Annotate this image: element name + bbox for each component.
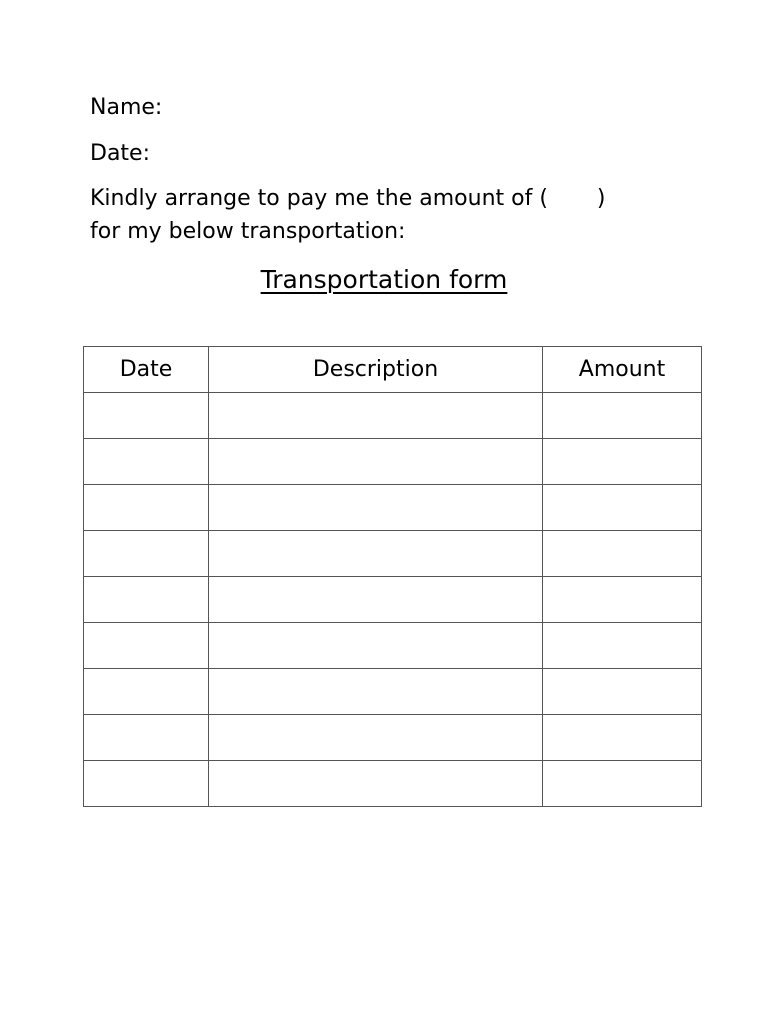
transportation-table xyxy=(83,346,702,807)
description-cell[interactable] xyxy=(209,669,543,715)
table-row xyxy=(84,485,702,531)
amount-cell[interactable] xyxy=(543,531,702,577)
amount-cell[interactable] xyxy=(543,715,702,761)
payment-request-text-continued: for my below transportation: xyxy=(90,219,406,244)
column-header-description: Description xyxy=(209,347,543,393)
description-cell[interactable] xyxy=(209,393,543,439)
form-title: Transportation form xyxy=(260,265,508,294)
description-cell[interactable] xyxy=(209,623,543,669)
column-header-date: Date xyxy=(84,347,209,393)
amount-cell[interactable] xyxy=(543,485,702,531)
table-header-row xyxy=(84,347,702,393)
table-row xyxy=(84,715,702,761)
date-cell[interactable] xyxy=(84,439,209,485)
name-label: Name: xyxy=(90,95,163,120)
description-cell[interactable] xyxy=(209,577,543,623)
description-cell[interactable] xyxy=(209,485,543,531)
date-cell[interactable] xyxy=(84,531,209,577)
description-cell[interactable] xyxy=(209,761,543,807)
amount-cell[interactable] xyxy=(543,439,702,485)
date-cell[interactable] xyxy=(84,715,209,761)
date-cell[interactable] xyxy=(84,761,209,807)
table-body xyxy=(84,393,702,807)
amount-cell[interactable] xyxy=(543,669,702,715)
table-row xyxy=(84,577,702,623)
table-row xyxy=(84,623,702,669)
date-cell[interactable] xyxy=(84,485,209,531)
table-row xyxy=(84,669,702,715)
description-cell[interactable] xyxy=(209,531,543,577)
date-cell[interactable] xyxy=(84,669,209,715)
description-cell[interactable] xyxy=(209,715,543,761)
amount-cell[interactable] xyxy=(543,393,702,439)
date-cell[interactable] xyxy=(84,577,209,623)
payment-request-text: Kindly arrange to pay me the amount of ( ) xyxy=(90,186,606,211)
amount-cell[interactable] xyxy=(543,623,702,669)
amount-cell[interactable] xyxy=(543,761,702,807)
column-header-amount: Amount xyxy=(543,347,702,393)
table-row xyxy=(84,439,702,485)
date-label: Date: xyxy=(90,141,150,166)
table-row xyxy=(84,761,702,807)
table-row xyxy=(84,531,702,577)
description-cell[interactable] xyxy=(209,439,543,485)
table-row xyxy=(84,393,702,439)
date-cell[interactable] xyxy=(84,393,209,439)
amount-cell[interactable] xyxy=(543,577,702,623)
date-cell[interactable] xyxy=(84,623,209,669)
